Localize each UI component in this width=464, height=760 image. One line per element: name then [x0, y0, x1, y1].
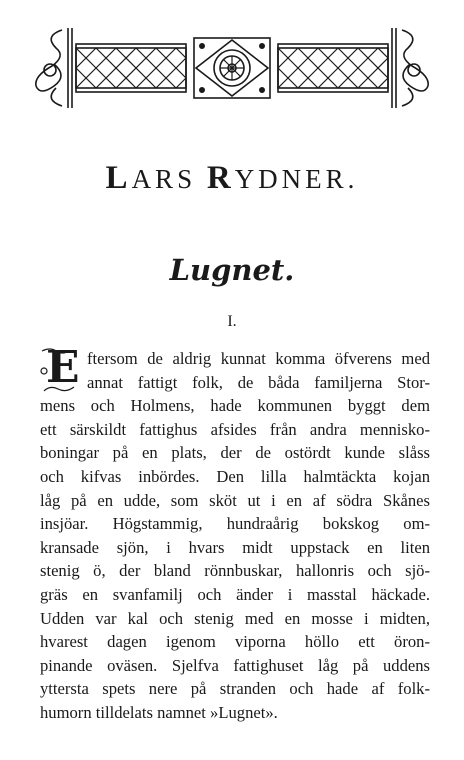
- drop-cap-letter: E: [46, 342, 80, 393]
- text-line: kransade sjön, i hvars midt uppstack en liten: [40, 537, 430, 557]
- text-line: yttersta spets nere på stranden och hade af folk-: [40, 679, 430, 699]
- author-last-rest: YDNER.: [234, 164, 359, 194]
- drop-cap: [40, 342, 83, 393]
- author-first-rest: ARS: [131, 164, 197, 194]
- author-name: [0, 160, 464, 197]
- text-line: pinande oväsen. Sjelfva fattighuset låg på uddens: [40, 655, 430, 675]
- text-line: ett särskildt fattighus afsides från andra mennisko-: [40, 419, 430, 439]
- story-paragraph: [40, 342, 430, 725]
- text-line: ftersom de aldrig kunnat komma öfverens med: [87, 349, 430, 368]
- ornament-border-icon: [32, 18, 432, 118]
- text-line: stenig ö, der bland rönnbuskar, hallonris och sjö-: [40, 561, 430, 581]
- text-line: annat fattigt folk, de båda familjerna Stor-: [87, 372, 430, 392]
- header-ornament: [32, 18, 432, 118]
- text-line: humorn tilldelats namnet »Lugnet».: [40, 702, 278, 722]
- text-line: och kifvas inbördes. Den lilla halmtäckta kojan: [40, 466, 430, 486]
- author-first-initial: L: [105, 160, 132, 196]
- text-line: gräs en svanfamilj och änder i masstal häckade.: [40, 584, 430, 604]
- text-line: låg på en udde, som sköt ut i en af södra Skånes: [40, 490, 430, 510]
- text-line: hvarest dagen igenom viporna höllo ett öron-: [40, 632, 430, 652]
- text-line: insjöar. Högstammig, hundraårig bokskog om-: [40, 514, 430, 534]
- text-line: mens och Holmens, hade kommunen byggt dem: [40, 396, 430, 416]
- story-title: Lugnet.: [169, 253, 295, 287]
- author-last-initial: R: [206, 160, 235, 196]
- chapter-number: I.: [227, 313, 237, 330]
- text-line: boningar på en plats, der de ostördt kunde slåss: [40, 443, 430, 463]
- text-line: Udden var kal och stenig med en mosse i midten,: [40, 608, 430, 628]
